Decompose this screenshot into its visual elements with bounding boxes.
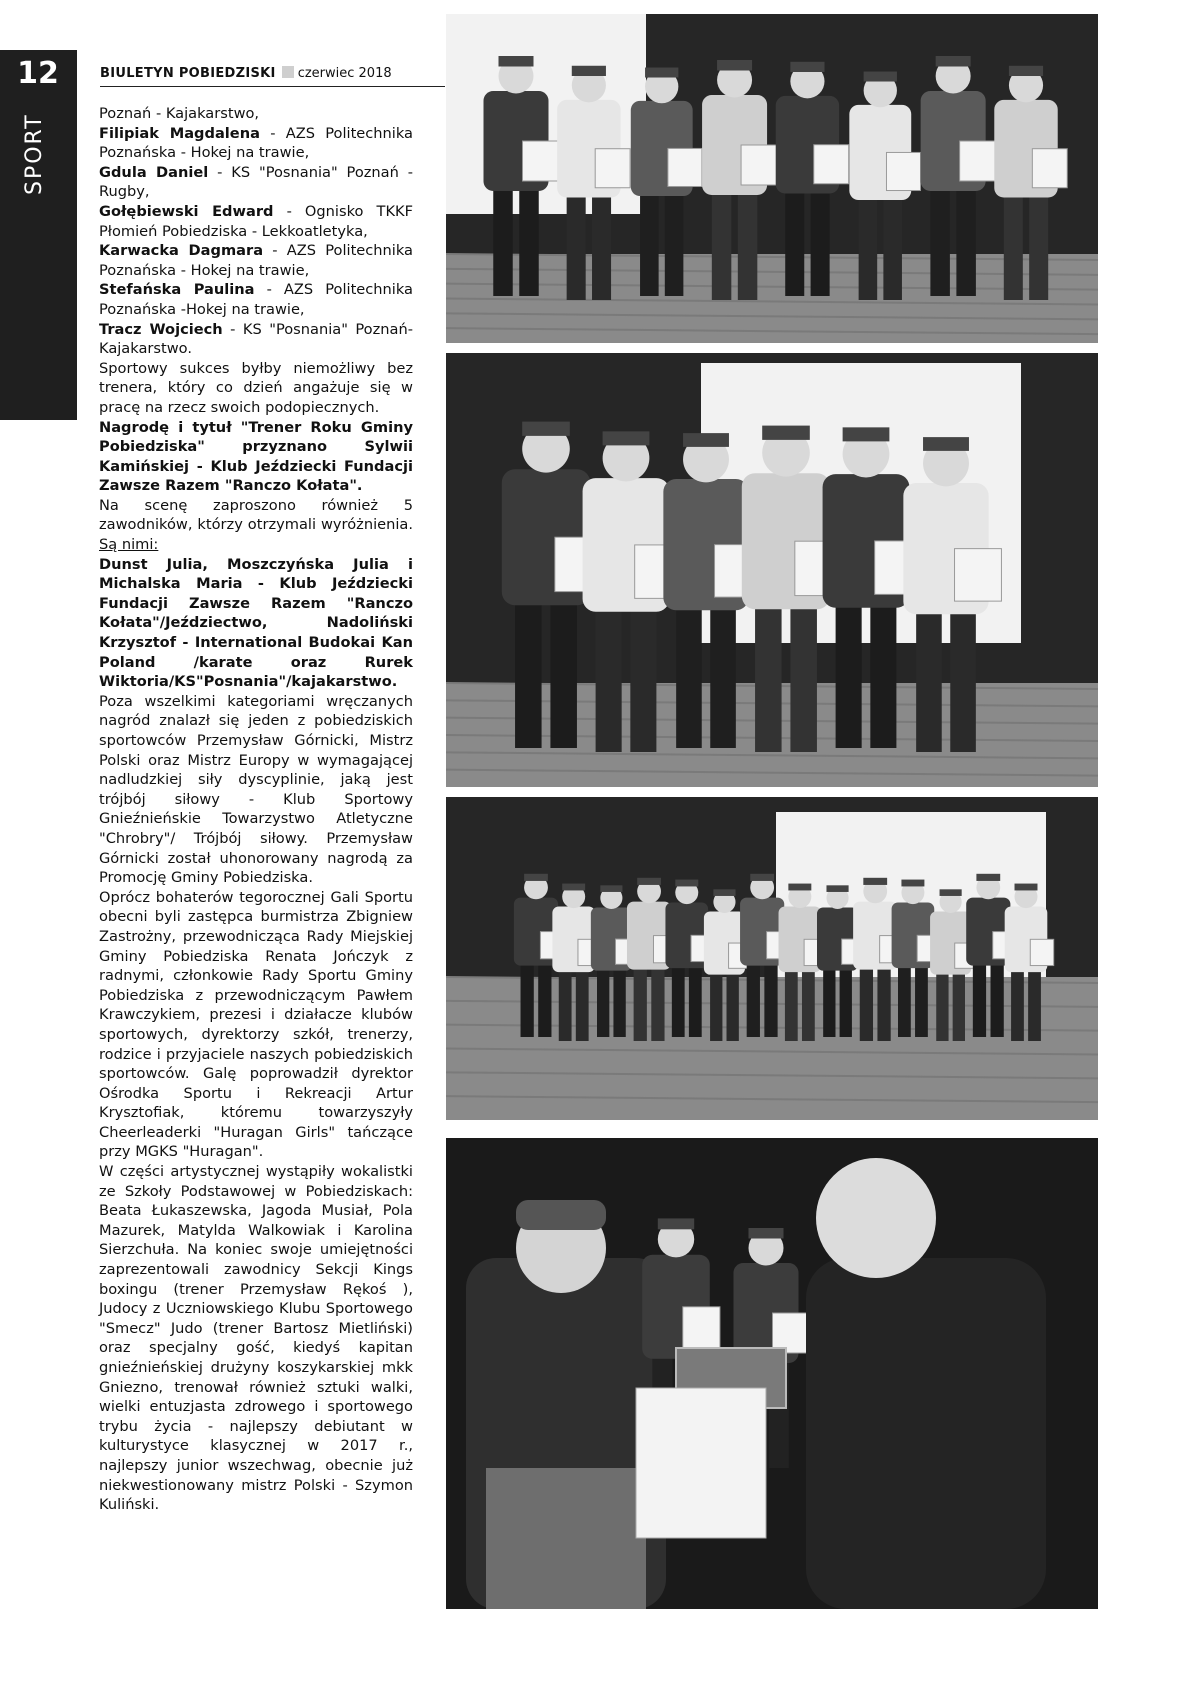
photo-award-group-1 xyxy=(446,14,1098,343)
running-header xyxy=(100,66,445,87)
woman-hair xyxy=(516,1200,606,1230)
athlete-name: Tracz Wojciech xyxy=(99,320,223,338)
section-label: SPORT xyxy=(22,113,47,195)
man-shirt xyxy=(806,1258,1046,1609)
athlete-club: Poznań - Kajakarstwo, xyxy=(99,105,260,122)
coach-paragraph: Sportowy sukces byłby niemożliwy bez trenera, który co dzień angażuje się w pracę na rzecz swoich podopiecznych. xyxy=(99,359,413,416)
man-head xyxy=(816,1158,936,1278)
issue-date: czerwiec 2018 xyxy=(297,66,392,81)
athlete-club: - KS "Posnania" Poznań- Kajakarstwo. xyxy=(99,320,413,358)
patterned-skirt xyxy=(486,1468,646,1609)
gift-bag xyxy=(636,1388,766,1538)
athlete-name: Gdula Daniel xyxy=(99,163,209,181)
distinguished-athletes-text: Dunst Julia, Moszczyńska Julia i Michalska Maria - Klub Jeździecki Fundacji Zawsze Razem "Ranczo Kołata"/Jeździectwo, Nadoliński Krzysztof - International Budokai Kan Poland /karate oraz Rurek Wiktoria/KS"Posnania"/kajakarstwo. xyxy=(99,555,413,691)
coach-award-paragraph xyxy=(99,418,413,496)
distinctions-intro: Na scenę zaproszono również 5 zawodników, którzy otrzymali wyróżnienia. xyxy=(99,496,413,534)
athlete-name: Stefańska Paulina xyxy=(99,281,255,299)
athlete-name: Gołębiewski Edward xyxy=(99,202,274,220)
page-number: 12 xyxy=(17,56,59,91)
artistic-part-paragraph: W części artystycznej wystąpiły wokalistki ze Szkoły Podstawowej w Pobiedziskach: Beata Łukaszewska, Jagoda Musiał, Pola Mazurek, Matylda Walkowiak i Karolina Sierzchuła. Na koniec swoje umiejętności zaprezentowali zawodnicy Sekcji Kings boxingu (trener Przemysław Rękoś ), Judocy z Uczniowskiego Klubu Sportowego "Smecz" Judo (trener Bartosz Mietliński) oraz specjalny gość, kiedyś kapitan gnieźnieńskiej drużyny koszykarskiej mkk Gniezno, trenował również sztuki walki, wielki entuzjasta zdrowego i sportowego trybu życia - najlepszy debiutant w kulturystyce klasycznej w 2017 r., najlepszy junior wszechwag, obecnie już niekwestionowany mistrz Polski - Szymon Kuliński. xyxy=(99,1163,413,1514)
athlete-name: Filipiak Magdalena xyxy=(99,124,260,142)
athlete-club: - AZS Politechnika Poznańska -Hokej na trawie, xyxy=(99,281,413,318)
athlete-club: - KS "Posnania" Poznań - Rugby, xyxy=(99,163,413,201)
coach-award-text: Nagrodę i tytuł "Trener Roku Gminy Pobiedziska" przyznano Sylwii Kamińskiej - Klub Jeździecki Fundacji Zawsze Razem "Ranczo Kołata". xyxy=(99,418,413,495)
article-column xyxy=(99,104,413,1515)
athlete-club: - AZS Politechnika Poznańska - Hokej na trawie, xyxy=(99,124,413,162)
section-sidebar xyxy=(0,50,77,420)
guests-paragraph: Oprócz bohaterów tegorocznej Gali Sportu obecni byli zastępca burmistrza Zbigniew Zastrożny, przewodnicząca Rady Miejskiej Gminy Pobiedziska Renata Jończyk z radnymi, członkowie Rady Sportu Gminy Pobiedziska z przewodniczącym Pawłem Krawczykiem, prezesi i działacze klubów sportowych, dyrektorzy szkół, trenerzy, rodzice i przyjaciele naszych pobiedziskich sportowców. Galę poprowadził dyrektor Ośrodka Sportu i Rekreacji Artur Krysztofiak, któremu towarzyszyły Cheerleaderki "Huragan Girls" tańczące przy MGKS "Huragan". xyxy=(99,888,413,1161)
photo-award-handover xyxy=(446,1138,1098,1609)
distinctions-lead: Są nimi: xyxy=(99,536,159,554)
photo-award-group-2 xyxy=(446,353,1098,787)
athlete-name: Karwacka Dagmara xyxy=(99,242,264,260)
header-separator xyxy=(282,66,294,78)
distinctions-paragraph xyxy=(99,496,413,555)
award-list-paragraph xyxy=(99,104,413,359)
athlete-club: - AZS Politechnika Poznańska - Hokej na trawie, xyxy=(99,242,413,279)
athlete-club: - Ognisko TKKF Płomień Pobiedziska - Lekkoatletyka, xyxy=(99,202,413,240)
publication-title: BIULETYN POBIEDZISKI xyxy=(100,66,276,81)
photo-all-awardees xyxy=(446,797,1098,1120)
distinguished-athletes-paragraph xyxy=(99,555,413,692)
special-award-paragraph: Poza wszelkimi kategoriami wręczanych nagród znalazł się jeden z pobiedziskich sportowców Przemysław Górnicki, Mistrz Polski oraz Mistrz Europy w wymagającej nadludzkiej siły dyscyplinie, jaką jest trójbój siłowy - Klub Sportowy Gnieźnieńskie Towarzystwo Atletyczne "Chrobry"/ Trójbój siłowy. Przemysław Górnicki został uhonorowany nagrodą za Promocję Gminy Pobiedziska. xyxy=(99,692,413,887)
